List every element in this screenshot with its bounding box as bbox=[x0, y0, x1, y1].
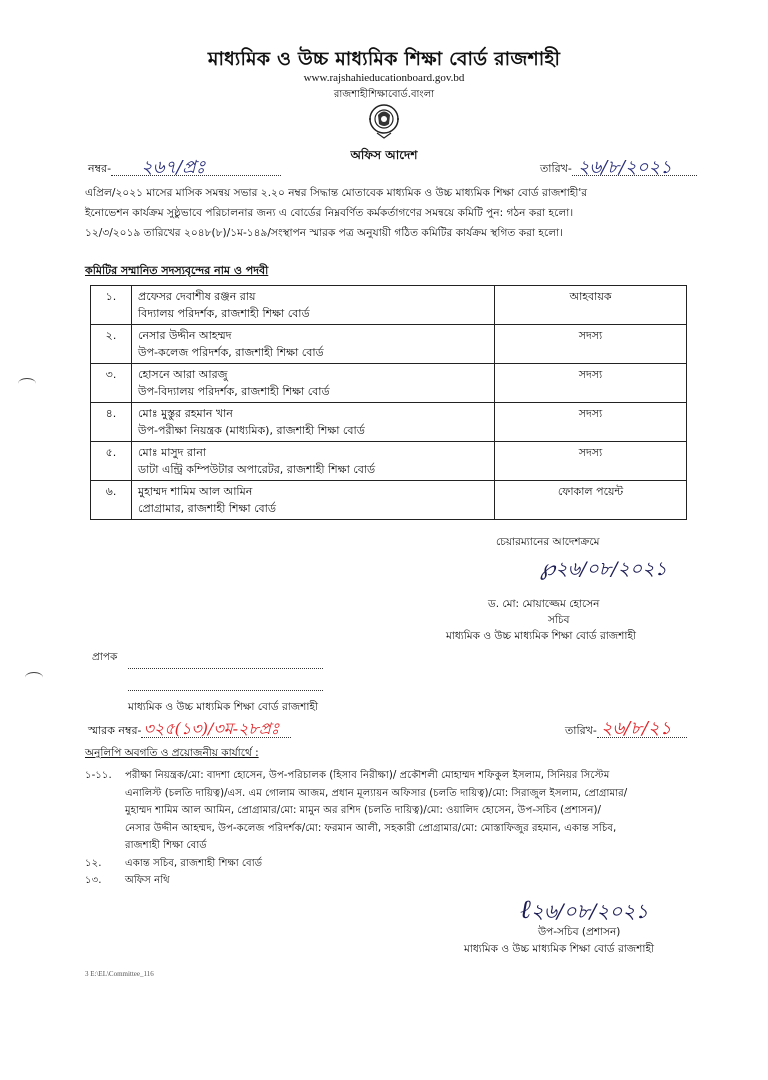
member-designation: বিদ্যালয় পরিদর্শক, রাজশাহী শিক্ষা বোর্ড bbox=[138, 307, 310, 320]
member-row bbox=[91, 481, 687, 520]
order-date-row bbox=[540, 157, 697, 179]
file-code: 3 E:\EL\Committee_116 bbox=[85, 970, 154, 978]
punch-hole-mark bbox=[25, 672, 43, 683]
copy-item bbox=[85, 855, 705, 873]
member-role: সদস্য bbox=[495, 364, 687, 403]
body-line: ১২/৩/২০১৯ তারিখের ২০৪৮(৮)/১ম-১৪৯/সংস্থাপন স্মারক পত্র অনুযায়ী গঠিত কমিটির কার্যক্রম স্থগিত করা হলো। bbox=[85, 227, 563, 239]
member-info bbox=[132, 364, 495, 403]
memo-number-label: স্মারক নম্বর- bbox=[88, 724, 142, 737]
copy-number: ১২. bbox=[85, 857, 102, 869]
copy-line: এনালিস্ট (চলতি দায়িত্ব)/এস. এম গোলাম আজম, প্রধান মূল্যায়ন অফিসার (চলতি দায়িত্ব)/মো: সিরাজুল ইসলাম, প্রোগ্রামার/ bbox=[125, 787, 628, 799]
order-date-label: তারিখ- bbox=[540, 162, 572, 175]
recipient-line bbox=[128, 668, 323, 669]
memo-number-field bbox=[141, 719, 291, 738]
signature2-date: ২৬/০৮/২০২১ bbox=[530, 899, 649, 923]
member-designation: ডাটা এন্ট্রি কম্পিউটার অপারেটর, রাজশাহী শিক্ষা বোর্ড bbox=[138, 463, 376, 476]
member-number: ১. bbox=[91, 286, 132, 325]
punch-hole-mark bbox=[18, 378, 36, 389]
member-info bbox=[132, 442, 495, 481]
copy-number: ১৩. bbox=[85, 875, 102, 886]
deputy-secretary-organization: মাধ্যমিক ও উচ্চ মাধ্যমিক শিক্ষা বোর্ড রাজশাহী bbox=[464, 943, 654, 955]
memo-date-label: তারিখ- bbox=[565, 724, 597, 737]
copy-item bbox=[85, 767, 705, 855]
member-designation: প্রোগ্রামার, রাজশাহী শিক্ষা বোর্ড bbox=[138, 502, 276, 515]
order-body bbox=[85, 183, 705, 243]
member-row bbox=[91, 403, 687, 442]
member-number: ৩. bbox=[91, 364, 132, 403]
member-row bbox=[91, 286, 687, 325]
member-name: প্রফেসর দেবাশীষ রঞ্জন রায় bbox=[138, 290, 256, 303]
member-role: সদস্য bbox=[495, 442, 687, 481]
member-number: ৪. bbox=[91, 403, 132, 442]
deputy-secretary-title: উপ-সচিব (প্রশাসন) bbox=[538, 926, 621, 938]
signature-secretary: ℘২৬/০৮/২০২১ bbox=[540, 556, 667, 581]
secretary-name: ড. মো: মোয়াজ্জেম হোসেন bbox=[488, 598, 600, 610]
member-name: নেসার উদ্দীন আহম্মদ bbox=[138, 329, 232, 342]
member-role: ফোকাল পয়েন্ট bbox=[495, 481, 687, 520]
member-info bbox=[132, 403, 495, 442]
recipient-line bbox=[128, 690, 323, 691]
member-info bbox=[132, 481, 495, 520]
signature-date: ২৬/০৮/২০২১ bbox=[555, 558, 667, 580]
order-number-value: ২৬৭/প্রঃ bbox=[141, 157, 206, 178]
recipient-organization: মাধ্যমিক ও উচ্চ মাধ্যমিক শিক্ষা বোর্ড রাজশাহী bbox=[128, 701, 318, 713]
copy-line: পরীক্ষা নিয়ন্ত্রক/মো: বাদশা হোসেন, উপ-পরিচালক (হিসাব নিরীক্ষা)/ প্রকৌশলী মোহাম্মদ শফিকুল ইসলাম, সিনিয়র সিস্টেম bbox=[125, 770, 610, 781]
body-line: এপ্রিল/২০২১ মাসের মাসিক সমন্বয় সভার ২.২০ নম্বর সিদ্ধান্ত মোতাবেক মাধ্যমিক ও উচ্চ মাধ্যমিক শিক্ষা বোর্ড রাজশাহী'র bbox=[85, 187, 588, 199]
member-row bbox=[91, 364, 687, 403]
copy-text bbox=[125, 872, 705, 890]
order-number-label: নম্বর- bbox=[88, 162, 112, 175]
member-name: মোঃ মুস্তুর রহমান খান bbox=[138, 407, 233, 420]
copies-list bbox=[85, 767, 705, 890]
member-info bbox=[132, 286, 495, 325]
members-table bbox=[90, 285, 687, 520]
member-role: সদস্য bbox=[495, 403, 687, 442]
order-number-row bbox=[88, 157, 281, 179]
order-heading: অফিস আদেশ bbox=[350, 148, 418, 162]
copy-line: মুহাম্মদ শামিম আল আমিন, প্রোগ্রামার/মো: মামুন অর রশিদ (চলতি দায়িত্ব)/মো: ওয়ালিদ হোসেন, উপ-সচিব (প্রশাসন)/ bbox=[125, 805, 601, 816]
order-date-value: ২৬/৮/২০২১ bbox=[577, 157, 672, 178]
secretary-title: সচিব bbox=[548, 614, 570, 626]
copy-line: রাজশাহী শিক্ষা বোর্ড bbox=[125, 840, 207, 851]
member-name: মুহাম্মদ শামিম আল আমিন bbox=[138, 485, 253, 498]
member-name: হোসনে আরা আরজু bbox=[138, 368, 228, 381]
signature-deputy-secretary: ℓ২৬/০৮/২০২১ bbox=[520, 895, 649, 925]
member-number: ২. bbox=[91, 325, 132, 364]
recipient-label: প্রাপক bbox=[92, 651, 118, 663]
member-number: ৬. bbox=[91, 481, 132, 520]
member-row bbox=[91, 442, 687, 481]
secretary-organization: মাধ্যমিক ও উচ্চ মাধ্যমিক শিক্ষা বোর্ড রাজশাহী bbox=[446, 630, 636, 642]
memo-date-value: ২৬/৮/২১ bbox=[600, 718, 672, 739]
organization-title: মাধ্যমিক ও উচ্চ মাধ্যমিক শিক্ষা বোর্ড রাজশাহী bbox=[207, 48, 561, 70]
copy-line: একান্ত সচিব, রাজশাহী শিক্ষা বোর্ড bbox=[125, 857, 263, 869]
copies-title: অনুলিপি অবগতি ও প্রয়োজনীয় কার্যার্থে : bbox=[85, 747, 259, 759]
member-name: মোঃ মাসুদ রানা bbox=[138, 446, 206, 459]
member-designation: উপ-বিদ্যালয় পরিদর্শক, রাজশাহী শিক্ষা বোর্ড bbox=[138, 385, 330, 398]
copy-line: নেসার উদ্দীন আহম্মদ, উপ-কলেজ পরিদর্শক/মো: ফরমান আলী, সহকারী প্রোগ্রামার/মো: মোস্তাফিজুর রহমান, একান্ত সচিব, bbox=[125, 822, 617, 834]
order-number-field bbox=[111, 157, 281, 178]
member-designation: উপ-পরীক্ষা নিয়ন্ত্রক (মাধ্যমিক), রাজশাহী শিক্ষা বোর্ড bbox=[138, 424, 365, 437]
body-line: ইনোভেশন কার্যক্রম সুষ্ঠুভাবে পরিচালনার জন্য এ বোর্ডের নিম্নবর্ণিত কর্মকর্তাগণের সমন্বয়ে কমিটি পুন: গঠন করা হলো। bbox=[85, 207, 574, 219]
member-info bbox=[132, 325, 495, 364]
memo-number-row bbox=[88, 719, 291, 741]
copy-text bbox=[125, 767, 705, 855]
copy-number: ১-১১. bbox=[85, 770, 112, 781]
memo-date-row bbox=[565, 718, 687, 741]
by-order-text: চেয়ারম্যানের আদেশক্রমে bbox=[496, 536, 600, 548]
order-date-field bbox=[572, 157, 697, 178]
members-title: কমিটির সম্মানিত সদস্যবৃন্দের নাম ও পদবী bbox=[85, 264, 269, 277]
member-designation: উপ-কলেজ পরিদর্শক, রাজশাহী শিক্ষা বোর্ড bbox=[138, 346, 324, 359]
member-role: সদস্য bbox=[495, 325, 687, 364]
copy-item bbox=[85, 872, 705, 890]
bangla-domain: রাজশাহীশিক্ষাবোর্ড.বাংলা bbox=[333, 89, 435, 100]
copy-text bbox=[125, 855, 705, 873]
copy-line: অফিস নথি bbox=[125, 875, 170, 886]
board-seal-icon bbox=[367, 102, 401, 140]
member-row bbox=[91, 325, 687, 364]
memo-date-field bbox=[597, 718, 687, 739]
memo-number-value: ৩২৫(১৩)/৩ম-২৮প্রঃ bbox=[143, 719, 280, 738]
website-link[interactable]: www.rajshahieducationboard.gov.bd bbox=[303, 72, 465, 84]
member-number: ৫. bbox=[91, 442, 132, 481]
member-role: আহবায়ক bbox=[495, 286, 687, 325]
